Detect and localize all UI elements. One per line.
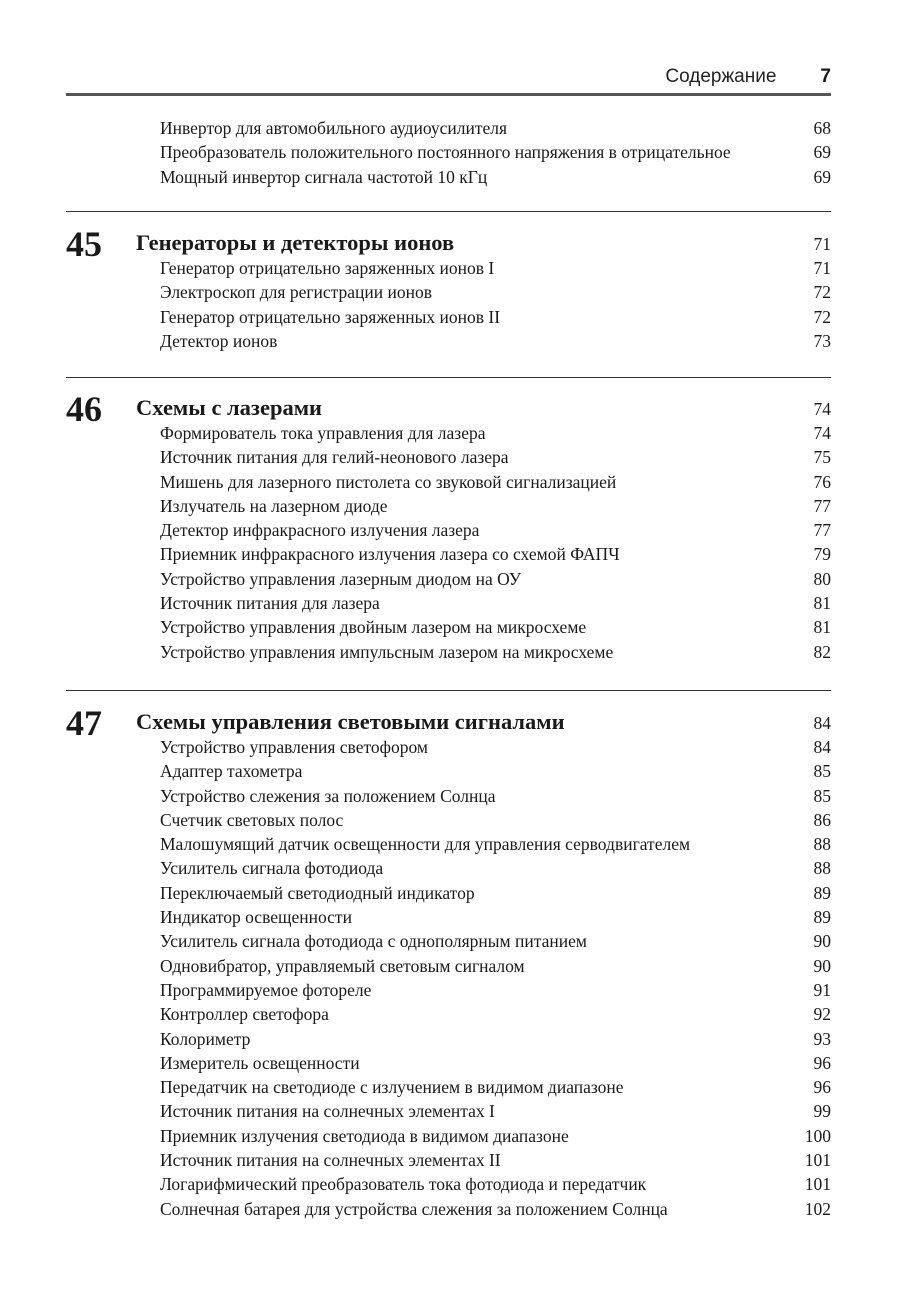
toc-entry[interactable] (66, 542, 831, 566)
toc-entry-page: 73 (813, 330, 831, 351)
toc-entry-title: Счетчик световых полос (160, 809, 344, 830)
toc-entry-page: 71 (813, 258, 831, 278)
chapter-45 (66, 224, 831, 353)
toc-entry-page: 91 (813, 979, 831, 1000)
toc-entry-page: 101 (804, 1150, 831, 1171)
toc-entry-page: 90 (813, 931, 831, 952)
toc-entry-title: Одновибратор, управляемый световым сигналом (160, 955, 525, 976)
toc-entry-page: 102 (804, 1198, 831, 1219)
toc-entry[interactable] (66, 856, 831, 880)
toc-entry-page: 68 (813, 118, 831, 138)
toc-entry-title: Детектор инфракрасного излучения лазера (160, 520, 480, 541)
toc-entry[interactable] (66, 1148, 831, 1172)
toc-entry-title: Излучатель на лазерном диоде (160, 495, 388, 516)
toc-continuation (66, 116, 831, 189)
toc-entry-page: 77 (813, 495, 831, 516)
toc-entry-title: Колориметр (160, 1028, 251, 1049)
toc-entry-page: 72 (813, 306, 831, 327)
toc-entry-title: Формирователь тока управления для лазера (160, 423, 486, 443)
toc-entry[interactable] (66, 784, 831, 808)
toc-entry-page: 81 (813, 617, 831, 638)
toc-entry-title: Источник питания на солнечных элементах I (160, 1101, 495, 1122)
toc-entry-title: Мощный инвертор сигнала частотой 10 кГц (160, 166, 488, 187)
toc-entry[interactable] (66, 256, 831, 280)
toc-entry-title: Малошумящий датчик освещенности для управления серводвигателем (160, 834, 691, 855)
toc-entry-page: 84 (813, 737, 831, 757)
toc-entry[interactable] (66, 905, 831, 929)
running-header (66, 66, 831, 92)
toc-entry-page: 69 (813, 166, 831, 187)
chapter-number: 47 (66, 703, 102, 743)
toc-entry-page: 88 (813, 858, 831, 879)
toc-entry[interactable] (66, 615, 831, 639)
chapter-46 (66, 389, 831, 664)
toc-entry[interactable] (66, 116, 831, 140)
toc-entry-page: 93 (813, 1028, 831, 1049)
toc-entry[interactable] (66, 518, 831, 542)
chapter-title: Схемы с лазерами (136, 395, 323, 420)
toc-entry-title: Устройство управления импульсным лазером на микросхеме (160, 641, 614, 662)
toc-entry[interactable] (66, 470, 831, 494)
toc-entry-page: 76 (813, 471, 831, 492)
toc-entry-title: Преобразователь положительного постоянного напряжения в отрицательное (160, 142, 731, 163)
toc-entry-page: 101 (804, 1174, 831, 1195)
toc-entry-title: Детектор ионов (160, 330, 278, 351)
toc-entry[interactable] (66, 1124, 831, 1148)
toc-entry-page: 89 (813, 882, 831, 903)
toc-entry-page: 99 (813, 1101, 831, 1122)
toc-entry-title: Приемник излучения светодиода в видимом диапазоне (160, 1125, 569, 1146)
toc-entry-page: 85 (813, 785, 831, 806)
chapter-number: 46 (66, 389, 102, 429)
chapter-page: 71 (813, 234, 831, 254)
toc-entry[interactable] (66, 445, 831, 469)
chapter-title: Генераторы и детекторы ионов (136, 230, 455, 255)
toc-entry[interactable] (66, 1197, 831, 1221)
chapter-page: 84 (813, 713, 831, 733)
toc-entry-page: 88 (813, 834, 831, 855)
toc-entry-title: Контроллер светофора (160, 1004, 329, 1025)
toc-entry[interactable] (66, 567, 831, 591)
toc-entry[interactable] (66, 929, 831, 953)
toc-entry-title: Генератор отрицательно заряженных ионов II (160, 306, 501, 327)
chapter-heading[interactable] (66, 703, 831, 743)
toc-entry-page: 75 (813, 447, 831, 468)
toc-entry[interactable] (66, 165, 831, 189)
toc-entry-title: Устройство управления двойным лазером на микросхеме (160, 617, 587, 638)
toc-entry-page: 69 (813, 142, 831, 163)
toc-entry[interactable] (66, 759, 831, 783)
toc-entry-page: 92 (813, 1004, 831, 1025)
toc-entry[interactable] (66, 305, 831, 329)
toc-entry-title: Усилитель сигнала фотодиода (160, 858, 384, 879)
toc-entry-title: Измеритель освещенности (160, 1052, 360, 1073)
toc-entry[interactable] (66, 1075, 831, 1099)
chapter-number: 45 (66, 224, 102, 264)
toc-entry-title: Генератор отрицательно заряженных ионов I (160, 258, 495, 278)
chapter-page: 74 (813, 399, 831, 419)
toc-entry[interactable] (66, 1002, 831, 1026)
toc-entry[interactable] (66, 1051, 831, 1075)
toc-entry-page: 96 (813, 1052, 831, 1073)
chapter-separator (66, 211, 831, 212)
toc-entry-title: Адаптер тахометра (160, 761, 303, 782)
toc-entry-title: Устройство управления лазерным диодом на ОУ (160, 568, 522, 589)
page-number: 7 (820, 66, 831, 87)
toc-entry-title: Инвертор для автомобильного аудиоусилителя (160, 118, 508, 138)
toc-entry-page: 86 (813, 809, 831, 830)
toc-entry-page: 81 (813, 593, 831, 614)
toc-entry-title: Солнечная батарея для устройства слежения за положением Солнца (160, 1198, 668, 1219)
toc-entry-page: 100 (804, 1125, 831, 1146)
toc-entry[interactable] (66, 591, 831, 615)
toc-entry-title: Источник питания на солнечных элементах II (160, 1150, 501, 1171)
toc-entry-page: 89 (813, 907, 831, 928)
toc-entry[interactable] (66, 329, 831, 353)
toc-entry-page: 85 (813, 761, 831, 782)
header-rule (66, 93, 831, 96)
toc-entry-title: Переключаемый светодиодный индикатор (160, 882, 475, 903)
toc-entry-title: Электроскоп для регистрации ионов (160, 282, 432, 303)
toc-entry[interactable] (66, 1172, 831, 1196)
toc-entry-title: Передатчик на светодиоде с излучением в видимом диапазоне (160, 1077, 624, 1098)
chapter-separator (66, 690, 831, 691)
toc-entry-page: 80 (813, 568, 831, 589)
toc-entry-page: 74 (813, 423, 831, 443)
running-header-title: Содержание (665, 66, 777, 87)
toc-entry-title: Устройство управления светофором (160, 737, 428, 757)
toc-entry-title: Приемник инфракрасного излучения лазера со схемой ФАПЧ (160, 544, 620, 565)
toc-entry-page: 77 (813, 520, 831, 541)
toc-entry[interactable] (66, 494, 831, 518)
toc-entry-title: Источник питания для гелий-неонового лазера (160, 447, 509, 468)
toc-entry[interactable] (66, 140, 831, 164)
toc-entry[interactable] (66, 280, 831, 304)
toc-entry[interactable] (66, 735, 831, 759)
toc-entry[interactable] (66, 832, 831, 856)
toc-entry[interactable] (66, 978, 831, 1002)
toc-entry-title: Мишень для лазерного пистолета со звуковой сигнализацией (160, 471, 617, 492)
toc-entry-page: 82 (813, 641, 831, 662)
toc-entry[interactable] (66, 881, 831, 905)
toc-entry[interactable] (66, 421, 831, 445)
toc-entry[interactable] (66, 954, 831, 978)
toc-entry-page: 79 (813, 544, 831, 565)
chapter-heading[interactable] (66, 389, 831, 429)
chapter-title: Схемы управления световыми сигналами (136, 709, 565, 734)
toc-entry-title: Источник питания для лазера (160, 593, 380, 614)
chapter-47 (66, 703, 831, 1221)
toc-entry[interactable] (66, 640, 831, 664)
toc-entry-page: 90 (813, 955, 831, 976)
toc-entry-title: Устройство слежения за положением Солнца (160, 785, 496, 806)
toc-entry-title: Индикатор освещенности (160, 907, 352, 928)
toc-entry-title: Логарифмический преобразователь тока фотодиода и передатчик (160, 1174, 647, 1195)
toc-entry-page: 96 (813, 1077, 831, 1098)
toc-entry[interactable] (66, 1099, 831, 1123)
toc-entry-page: 72 (813, 282, 831, 303)
chapter-separator (66, 377, 831, 378)
toc-entry-title: Усилитель сигнала фотодиода с однополярным питанием (160, 931, 587, 952)
toc-entry-title: Программируемое фотореле (160, 979, 372, 1000)
chapter-heading[interactable] (66, 224, 831, 264)
toc-entry[interactable] (66, 808, 831, 832)
toc-entry[interactable] (66, 1027, 831, 1051)
